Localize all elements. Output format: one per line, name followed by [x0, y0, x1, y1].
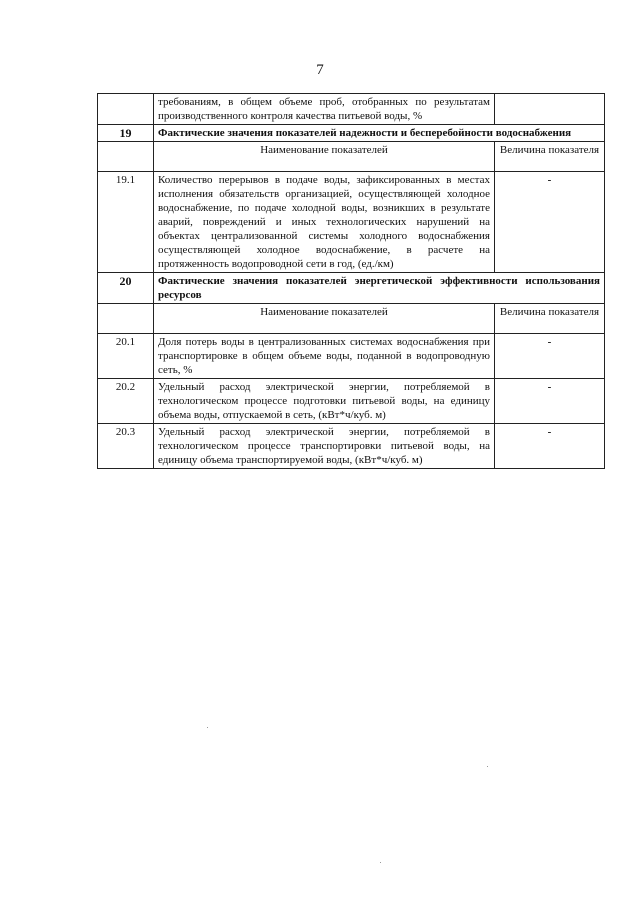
column-header-blank: [98, 142, 154, 172]
column-header-row: [98, 304, 605, 334]
table-row: [98, 424, 605, 469]
row-value: -: [495, 334, 605, 379]
page-number: 7: [316, 62, 324, 78]
indicators-table: [97, 93, 605, 469]
row-text: Удельный расход электрической энергии, потребляемой в технологическом процессе подготовки питьевой воды, на единицу объема воды, отпускаемой в сеть, (кВт*ч/куб. м): [154, 379, 495, 424]
row-text: Количество перерывов в подаче воды, зафиксированных в местах исполнения обязательств организацией, осуществляющей холодное водоснабжение, по подаче холодной воды, возникших в результате аварий, повреждений и иных технологических нарушений на объектах централизованной системы холодного водоснабжения осуществляющей холодное водоснабжение, в расчете на протяженность водопроводной сети в год, (ед./км): [154, 172, 495, 273]
continuation-number-cell: [98, 94, 154, 125]
continuation-row: [98, 94, 605, 125]
row-number: 20.1: [98, 334, 154, 379]
column-header-name: Наименование показателей: [154, 142, 495, 172]
scan-speck: [380, 862, 381, 863]
section-header-row: [98, 273, 605, 304]
section-number: 19: [98, 125, 154, 142]
scan-speck: [487, 766, 488, 767]
row-text: Удельный расход электрической энергии, потребляемой в технологическом процессе транспортировки питьевой воды, на единицу объема транспортируемой воды, (кВт*ч/куб. м): [154, 424, 495, 469]
column-header-value: Величина показателя: [495, 142, 605, 172]
column-header-name: Наименование показателей: [154, 304, 495, 334]
section-header-row: [98, 125, 605, 142]
section-title: Фактические значения показателей надежности и бесперебойности водоснабжения: [154, 125, 605, 142]
scan-speck: [207, 727, 208, 728]
row-number: 20.3: [98, 424, 154, 469]
row-number: 20.2: [98, 379, 154, 424]
section-number: 20: [98, 273, 154, 304]
continuation-text: требованиям, в общем объеме проб, отобранных по результатам производственного контроля качества питьевой воды, %: [154, 94, 495, 125]
continuation-value-cell: [495, 94, 605, 125]
table-row: [98, 334, 605, 379]
column-header-blank: [98, 304, 154, 334]
row-number: 19.1: [98, 172, 154, 273]
table-row: [98, 379, 605, 424]
section-title: Фактические значения показателей энергетической эффективности использования ресурсов: [154, 273, 605, 304]
row-text: Доля потерь воды в централизованных системах водоснабжения при транспортировке в общем объеме воды, поданной в водопроводную сеть, %: [154, 334, 495, 379]
table-row: [98, 172, 605, 273]
row-value: -: [495, 424, 605, 469]
row-value: -: [495, 172, 605, 273]
column-header-value: Величина показателя: [495, 304, 605, 334]
row-value: -: [495, 379, 605, 424]
column-header-row: [98, 142, 605, 172]
